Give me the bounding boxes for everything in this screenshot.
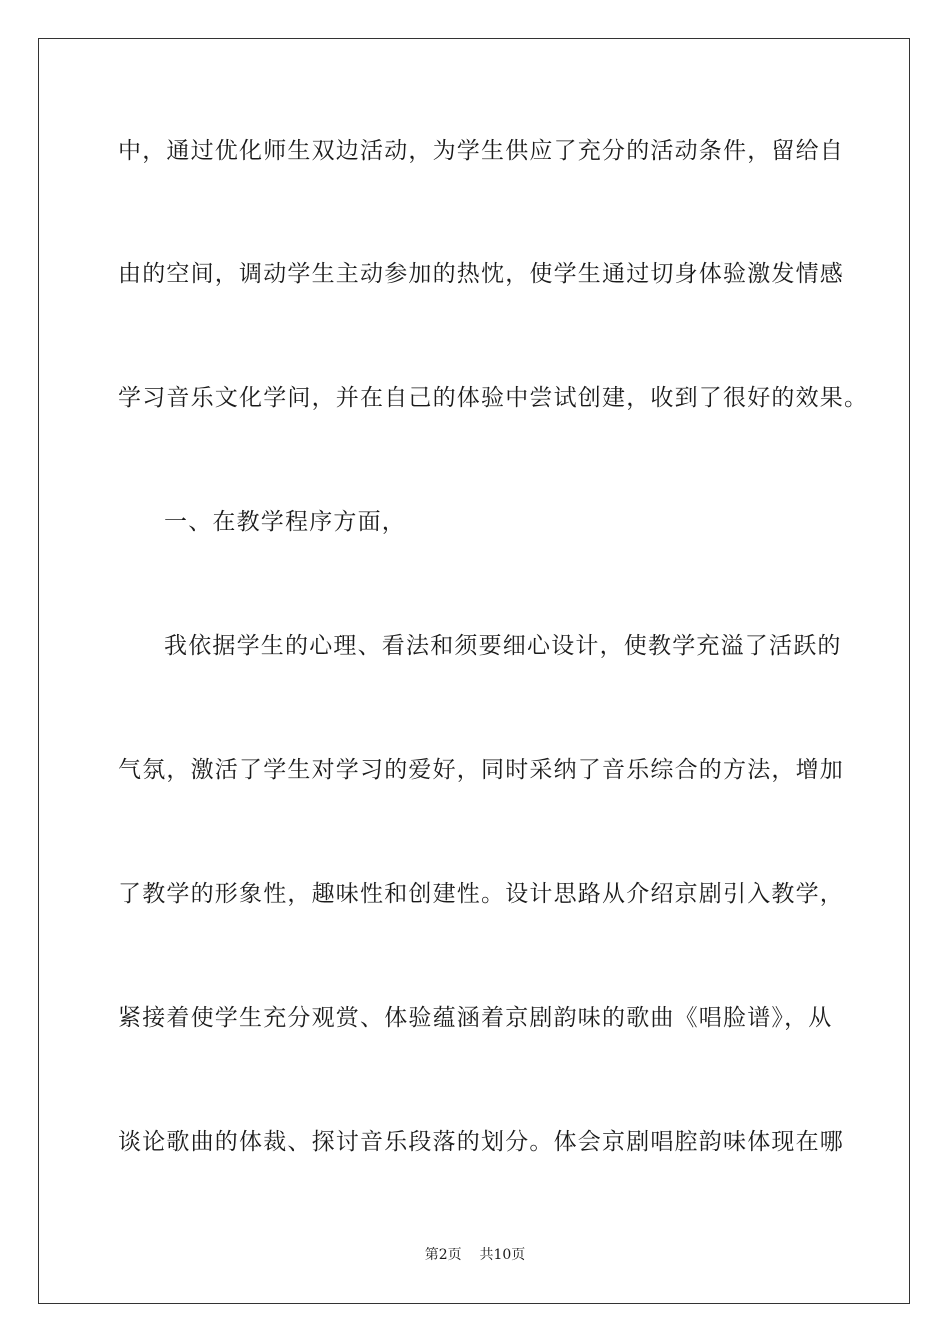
page-total: 共10页: [479, 1247, 526, 1263]
text-line-6: 气氛，激活了学生对学习的爱好，同时采纳了音乐综合的方法，增加: [118, 757, 844, 783]
text-line-9: 谈论歌曲的体裁、探讨音乐段落的划分。体会京剧唱腔韵味体现在哪: [118, 1129, 844, 1155]
text-line-1: 中，通过优化师生双边活动，为学生供应了充分的活动条件，留给自: [118, 138, 844, 164]
text-line-8: 紧接着使学生充分观赏、体验蕴涵着京剧韵味的歌曲《唱脸谱》，从: [118, 1005, 833, 1031]
text-line-2: 由的空间，调动学生主动参加的热忱，使学生通过切身体验激发情感: [118, 261, 844, 287]
text-line-7: 了教学的形象性，趣味性和创建性。设计思路从介绍京剧引入教学，: [118, 881, 844, 907]
section-heading: 一、在教学程序方面，: [164, 509, 406, 535]
text-line-3: 学习音乐文化学问，并在自己的体验中尝试创建，收到了很好的效果。: [118, 385, 869, 411]
page-footer: [0, 1246, 950, 1264]
page-number: 第2页: [424, 1247, 462, 1263]
text-line-5: 我依据学生的心理、看法和须要细心设计，使教学充溢了活跃的: [164, 633, 842, 659]
page-border: [38, 38, 910, 1304]
